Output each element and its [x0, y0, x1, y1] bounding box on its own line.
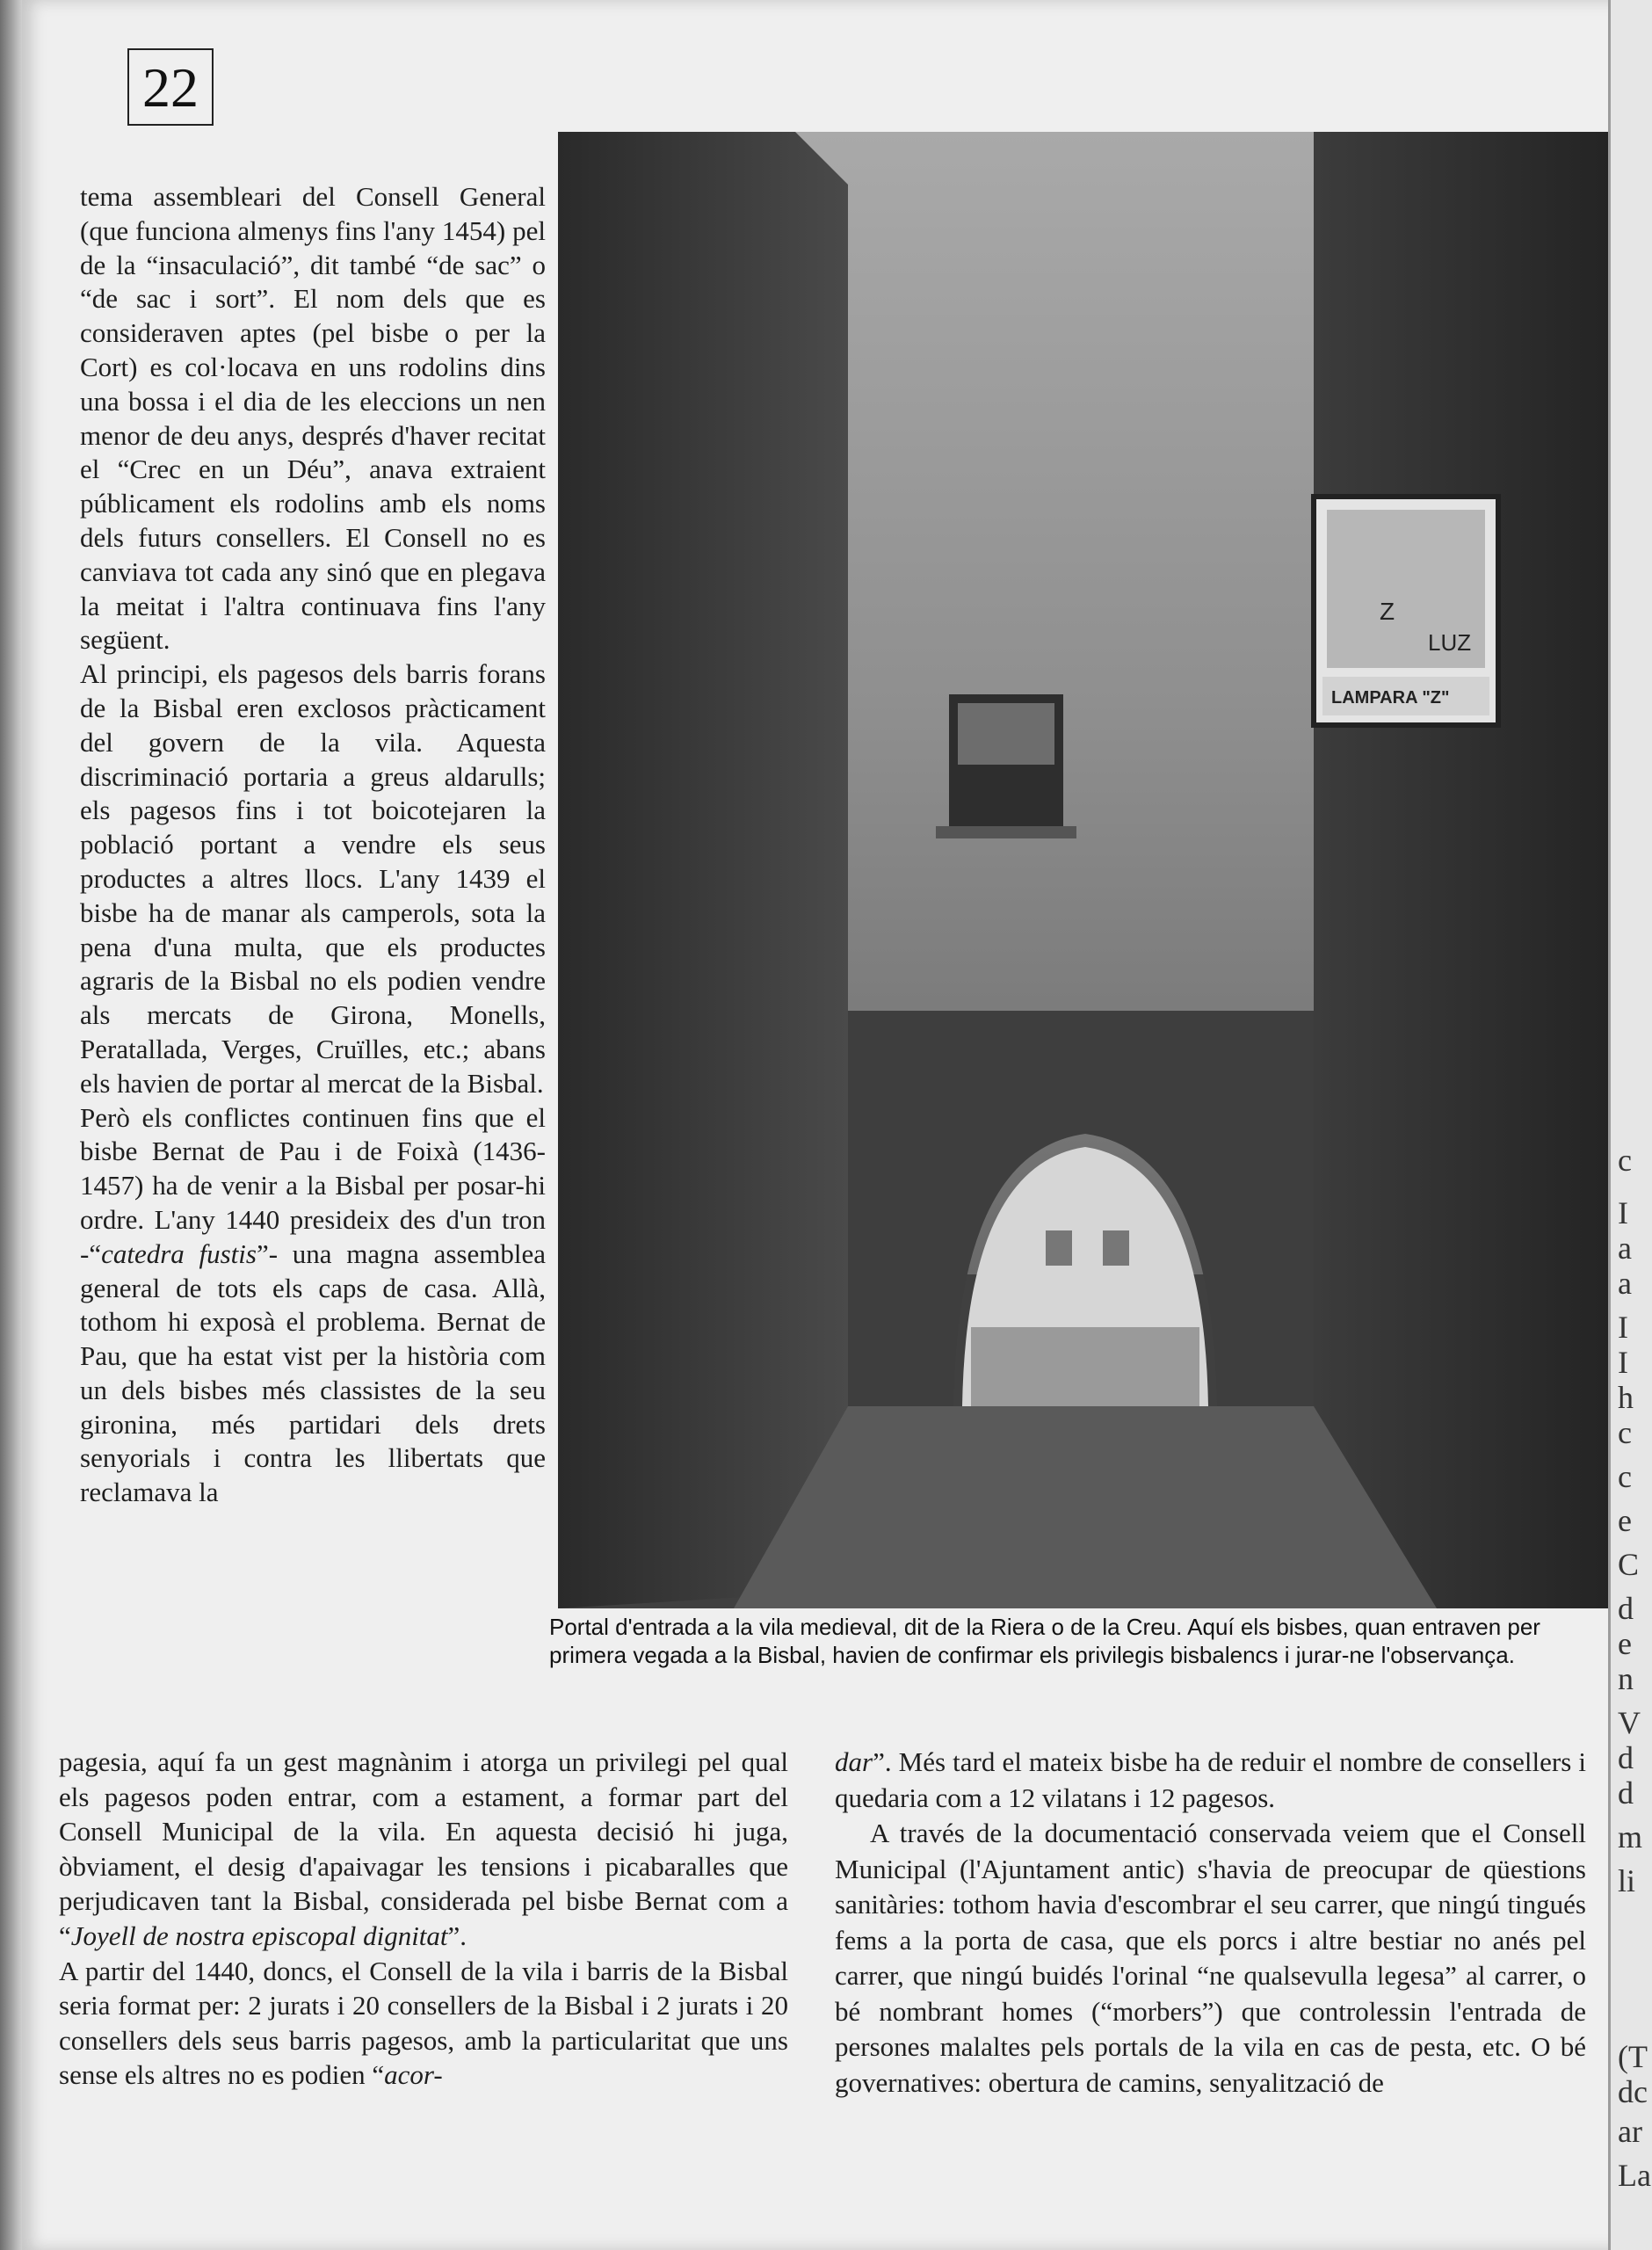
sign-lamp-label: LAMPARA "Z": [1331, 688, 1450, 708]
facing-page-letter: La: [1618, 2158, 1651, 2193]
latin-term: catedra fustis: [101, 1238, 257, 1269]
right-bottom-column: [835, 1745, 1586, 2101]
left-bottom-column: [59, 1745, 788, 2093]
facing-page-letter: m: [1618, 1819, 1643, 1854]
facing-page-letter: li: [1618, 1863, 1636, 1898]
facing-page-letter: c: [1618, 1459, 1632, 1494]
facing-page-letter: V: [1618, 1705, 1641, 1740]
paragraph: tema assembleari del Consell General (que funciona almenys fins l'any 1454) pel de la “insaculació”, dit també “de sac” o “de sac i sort”. El nom dels que es consideraven aptes (pel bisbe o per la Cort) es col·locava en uns rodolins dins una bossa i el dia de les eleccions un nen menor de deu anys, després d'haver recitat el “Crec en un Déu”, anava extraient públicament els rodolins amb els noms dels futurs consellers. El Consell no es canviava tot cada any sinó que en plegava la meitat i l'altra continuava fins l'any següent.: [80, 181, 546, 656]
facing-page-edge: [1608, 0, 1652, 2250]
portal-photo-illustration: [558, 132, 1626, 1608]
facing-page-letter: e: [1618, 1626, 1632, 1661]
facing-page-letter: I: [1618, 1345, 1628, 1380]
facing-page-letter: (T: [1618, 2039, 1648, 2074]
facing-page-letter: I: [1618, 1195, 1628, 1230]
quoted-term: Joyell de nostra episcopal dignitat: [70, 1920, 448, 1951]
narrow-text-column: [80, 180, 546, 1510]
book-spine: [0, 0, 22, 2250]
paragraph: Al principi, els pagesos dels barris forans de la Bisbal eren exclosos pràcticament del govern de la vila. Aquesta discriminació portaria a greus aldarulls; els pagesos fins i tot boicotejaren la població portant a vendre els seus productes a altres llocs. L'any 1439 el bisbe ha de manar als camperols, sota la pena d'una multa, que els productes agraris de la Bisbal no els podien vendre als mercats de Girona, Monells, Peratallada, Verges, Cruïlles, etc.; abans els havien de portar al mercat de la Bisbal.: [80, 658, 546, 1099]
facing-page-letter: dc: [1618, 2074, 1648, 2109]
facing-page-letter: c: [1618, 1415, 1632, 1450]
facing-page-letter: a: [1618, 1230, 1632, 1266]
sign-brand-line: LUZ: [1428, 629, 1472, 656]
paragraph: pagesia, aquí fa un gest magnànim i atorga un privilegi pel qual els pagesos poden entrar, com a estament, a formar part del Consell Municipal de la vila. En aquesta decisió hi juga, òbviament, el desig d'apaivagar les tensions i picabaralles que perjudicaven tant la Bisbal, considerada pel bisbe Bernat com a “Joyell de nostra episcopal dignitat”.: [59, 1746, 788, 1951]
facing-page-letter: c: [1618, 1143, 1632, 1178]
paragraph: Però els conflictes continuen fins que el bisbe Bernat de Pau i de Foixà (1436-1457) ha de venir a la Bisbal per posar-hi ordre. L'any 1440 presideix des d'un tron -“catedra fustis”- una magna assemblea general de tots els caps de casa. Allà, tothom hi exposà el problema. Bernat de Pau, que ha estat vist per la història com un dels bisbes més classistes de la seu gironina, més partidari dels drets senyorials i contra les llibertats que reclamava la: [80, 1101, 546, 1508]
facing-page-letter: a: [1618, 1266, 1632, 1301]
facing-page-letter: C: [1618, 1547, 1640, 1582]
facing-page-letter: d: [1618, 1740, 1634, 1775]
facing-page-letter: ar: [1618, 2114, 1642, 2149]
photo-caption: Portal d'entrada a la vila medieval, dit de la Riera o de la Creu. Aquí els bisbes, quan entraven per primera vegada a la Bisbal, havien de confirmar els privilegis bisbalencs i jurar-ne l'observança.: [549, 1614, 1540, 1668]
paragraph: A partir del 1440, doncs, el Consell de la vila i barris de la Bisbal seria format per: 2 jurats i 20 consellers de la Bisbal i 2 jurats i 20 consellers dels seus barris pagesos, amb la particularitat que uns sense els altres no es podien “acor-: [59, 1955, 788, 2091]
facing-page-letter: h: [1618, 1380, 1634, 1415]
paragraph: dar”. Més tard el mateix bisbe ha de reduir el nombre de consellers i quedaria com a 12 vilatans i 12 pagesos.: [835, 1746, 1586, 1813]
photograph-medieval-portal: [558, 132, 1626, 1608]
quoted-term: dar: [835, 1746, 873, 1777]
facing-page-letter: d: [1618, 1591, 1634, 1626]
quoted-term: acor-: [384, 2059, 443, 2091]
facing-page-letter: e: [1618, 1503, 1632, 1538]
page-number: 22: [127, 48, 214, 126]
facing-page-letter: d: [1618, 1775, 1634, 1811]
facing-page-letter: I: [1618, 1310, 1628, 1345]
paragraph: A través de la documentació conservada veiem que el Consell Municipal (l'Ajuntament antic) s'havia de preocupar de qüestions sanitàries: tothom havia d'escombrar el seu carrer, que ningú tingués fems a la porta de casa, que els porcs i altre bestiar no anés pel carrer, que ningú buidés l'orinal “ne qualsevulla legesa” al carrer, o bé nombrant homes (“morbers”) que controlessin l'entrada de persones malaltes pels portals de la vila en cas de pesta, etc. O bé governatives: obertura de camins, senyalització de: [835, 1818, 1586, 2098]
facing-page-letter: n: [1618, 1661, 1634, 1696]
book-page: [22, 0, 1630, 2250]
sign-z-mark: Z: [1380, 598, 1395, 625]
